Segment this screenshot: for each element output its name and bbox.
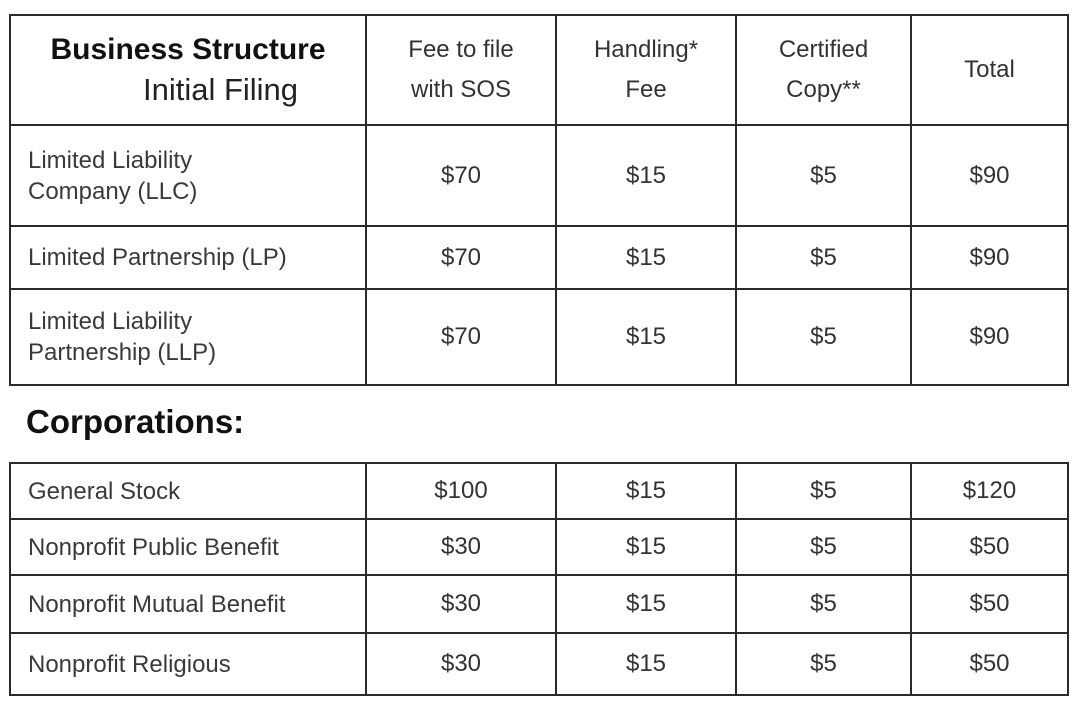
corporations-fee-table [9, 462, 1069, 696]
certified-copy-value: $5 [736, 575, 911, 633]
handling-fee-value: $15 [556, 125, 736, 226]
handling-fee-value: $15 [556, 633, 736, 695]
total-value: $90 [911, 226, 1068, 289]
total-value: $50 [911, 575, 1068, 633]
certified-copy-value: $5 [736, 463, 911, 519]
table-row-lp [10, 226, 1068, 289]
handling-fee-value: $15 [556, 575, 736, 633]
handling-fee-value: $15 [556, 289, 736, 385]
handling-fee-value: $15 [556, 519, 736, 575]
handling-fee-value: $15 [556, 226, 736, 289]
total-value: $50 [911, 633, 1068, 695]
header-certified-copy: Certified Copy** [736, 15, 911, 125]
handling-fee-value: $15 [556, 463, 736, 519]
certified-copy-value: $5 [736, 289, 911, 385]
sos-fee-value: $30 [366, 633, 556, 695]
corporation-type-name: Nonprofit Religious [10, 633, 366, 695]
business-type-name: Limited Liability Company (LLC) [10, 125, 366, 226]
total-value: $120 [911, 463, 1068, 519]
corporation-type-name: Nonprofit Mutual Benefit [10, 575, 366, 633]
sos-fee-value: $30 [366, 575, 556, 633]
business-structure-fee-table [9, 14, 1069, 386]
sos-fee-value: $100 [366, 463, 556, 519]
header-fee-to-file: Fee to file with SOS [366, 15, 556, 125]
header-total: Total [911, 15, 1068, 125]
sos-fee-value: $30 [366, 519, 556, 575]
header-handling-fee: Handling* Fee [556, 15, 736, 125]
table-row-llc [10, 125, 1068, 226]
certified-copy-value: $5 [736, 226, 911, 289]
table-row-nonprofit-public-benefit [10, 519, 1068, 575]
sos-fee-value: $70 [366, 289, 556, 385]
corporations-heading: Corporations: [26, 403, 245, 440]
table-row-llp [10, 289, 1068, 385]
table-header-row [10, 15, 1068, 125]
certified-copy-value: $5 [736, 519, 911, 575]
total-value: $90 [911, 289, 1068, 385]
table-row-nonprofit-religious [10, 633, 1068, 695]
table-row-general-stock [10, 463, 1068, 519]
corporation-type-name: General Stock [10, 463, 366, 519]
certified-copy-value: $5 [736, 633, 911, 695]
corporation-type-name: Nonprofit Public Benefit [10, 519, 366, 575]
header-business-structure: Business Structure Initial Filing [10, 15, 366, 125]
sos-fee-value: $70 [366, 125, 556, 226]
business-type-name: Limited Liability Partnership (LLP) [10, 289, 366, 385]
sos-fee-value: $70 [366, 226, 556, 289]
total-value: $90 [911, 125, 1068, 226]
business-type-name: Limited Partnership (LP) [10, 226, 366, 289]
table-row-nonprofit-mutual-benefit [10, 575, 1068, 633]
total-value: $50 [911, 519, 1068, 575]
certified-copy-value: $5 [736, 125, 911, 226]
